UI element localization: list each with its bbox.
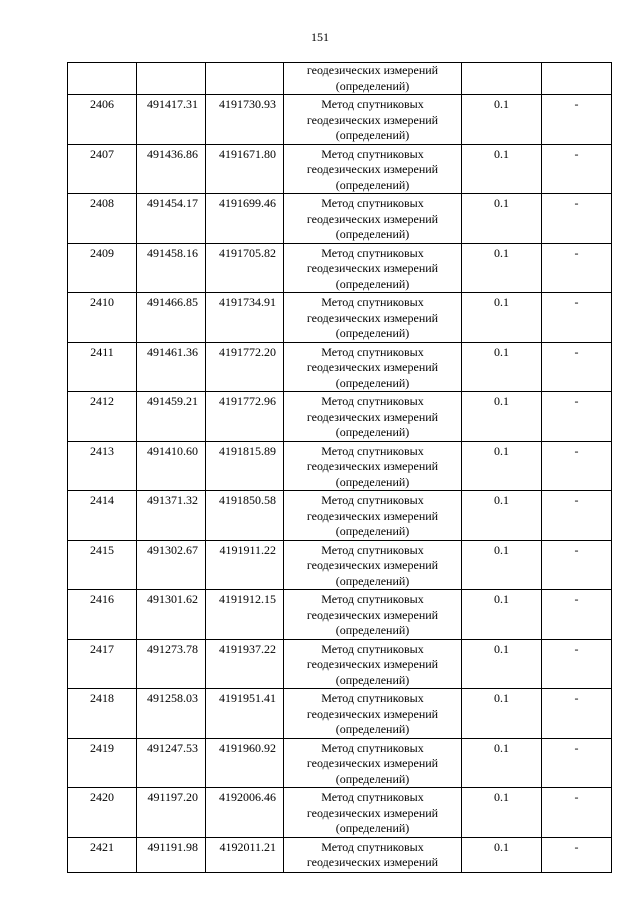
- cell-accuracy: 0.1: [462, 738, 542, 788]
- cell-point-id: 2407: [68, 144, 137, 194]
- table-row: [68, 95, 612, 145]
- cell-method: [284, 639, 462, 689]
- cell-accuracy: 0.1: [462, 540, 542, 590]
- method-line: Метод спутниковых: [321, 740, 424, 755]
- cell-method: [284, 738, 462, 788]
- cell-point-id: 2411: [68, 342, 137, 392]
- cell-note: -: [542, 639, 612, 689]
- cell-x: 491459.21: [137, 392, 206, 442]
- cell-method: [284, 491, 462, 541]
- method-line: Метод спутниковых: [321, 691, 424, 705]
- method-line: Метод спутниковых: [321, 245, 424, 260]
- cell-note: -: [542, 243, 612, 293]
- cell-x: 491466.85: [137, 293, 206, 343]
- cell-accuracy: 0.1: [462, 243, 542, 293]
- cell-y: 4191912.15: [206, 590, 284, 640]
- cell-y: 4191911.22: [206, 540, 284, 590]
- cell-y: 4191850.58: [206, 491, 284, 541]
- cell-y: 4191730.93: [206, 95, 284, 145]
- cell-note: -: [542, 738, 612, 788]
- method-line: Метод спутниковых: [321, 344, 424, 359]
- cell-note: -: [542, 540, 612, 590]
- cell-note: -: [542, 293, 612, 343]
- cell-x: 491273.78: [137, 639, 206, 689]
- cell-x: 491258.03: [137, 689, 206, 739]
- cell-note: -: [542, 837, 612, 872]
- table-row: [68, 738, 612, 788]
- table-row-continued: [68, 63, 612, 95]
- page-number: 151: [311, 30, 329, 44]
- cell-point-id: 2420: [68, 788, 137, 838]
- cell-method: [284, 63, 462, 95]
- cell-method: [284, 392, 462, 442]
- cell-x: 491247.53: [137, 738, 206, 788]
- cell-y: [206, 63, 284, 95]
- cell-y: 4191699.46: [206, 194, 284, 244]
- cell-y: 4192011.21: [206, 837, 284, 872]
- method-line: геодезических измерений: [306, 112, 439, 127]
- method-line: (определений): [335, 375, 410, 390]
- table-row: [68, 194, 612, 244]
- cell-method: [284, 293, 462, 343]
- cell-accuracy: 0.1: [462, 144, 542, 194]
- cell-note: -: [542, 194, 612, 244]
- cell-method: [284, 837, 462, 872]
- method-line: геодезических измерений: [306, 360, 439, 374]
- cell-point-id: 2406: [68, 95, 137, 145]
- method-line: геодезических измерений: [306, 310, 439, 325]
- method-line: геодезических измерений: [306, 607, 439, 622]
- cell-x: 491301.62: [137, 590, 206, 640]
- method-line: (определений): [335, 573, 410, 588]
- method-line: Метод спутниковых: [321, 295, 424, 309]
- cell-accuracy: 0.1: [462, 293, 542, 343]
- cell-x: 491436.86: [137, 144, 206, 194]
- method-line: Метод спутниковых: [321, 146, 424, 161]
- cell-accuracy: 0.1: [462, 95, 542, 145]
- method-line: Метод спутниковых: [321, 790, 424, 804]
- cell-point-id: 2419: [68, 738, 137, 788]
- cell-x: 491458.16: [137, 243, 206, 293]
- cell-accuracy: [462, 63, 542, 95]
- cell-y: 4191960.92: [206, 738, 284, 788]
- table-row: [68, 639, 612, 689]
- table-row: [68, 441, 612, 491]
- cell-y: 4191671.80: [206, 144, 284, 194]
- table-row: [68, 392, 612, 442]
- cell-point-id: 2408: [68, 194, 137, 244]
- cell-method: [284, 194, 462, 244]
- cell-note: -: [542, 95, 612, 145]
- cell-accuracy: 0.1: [462, 491, 542, 541]
- table-row: [68, 144, 612, 194]
- table-row: [68, 243, 612, 293]
- cell-x: 491197.20: [137, 788, 206, 838]
- cell-point-id: 2414: [68, 491, 137, 541]
- table-row: [68, 540, 612, 590]
- coordinates-table: [67, 62, 612, 873]
- method-line: геодезических измерений: [306, 261, 439, 275]
- cell-method: [284, 689, 462, 739]
- cell-note: -: [542, 590, 612, 640]
- cell-x: 491454.17: [137, 194, 206, 244]
- cell-note: -: [542, 788, 612, 838]
- cell-point-id: 2417: [68, 639, 137, 689]
- table-row: [68, 293, 612, 343]
- method-line: геодезических измерений: [306, 756, 439, 770]
- cell-accuracy: 0.1: [462, 788, 542, 838]
- cell-y: 4192006.46: [206, 788, 284, 838]
- cell-x: 491191.98: [137, 837, 206, 872]
- cell-point-id: 2421: [68, 837, 137, 872]
- cell-y: 4191815.89: [206, 441, 284, 491]
- method-line: (определений): [335, 722, 410, 736]
- table-row: [68, 491, 612, 541]
- cell-point-id: [68, 63, 137, 95]
- method-line: (определений): [335, 425, 410, 439]
- cell-accuracy: 0.1: [462, 639, 542, 689]
- method-line: Метод спутниковых: [321, 493, 424, 507]
- method-line: (определений): [335, 474, 410, 489]
- cell-x: 491410.60: [137, 441, 206, 491]
- cell-y: 4191705.82: [206, 243, 284, 293]
- cell-accuracy: 0.1: [462, 590, 542, 640]
- method-line: геодезических измерений: [306, 508, 439, 523]
- cell-note: -: [542, 144, 612, 194]
- cell-y: 4191734.91: [206, 293, 284, 343]
- method-line: геодезических измерений: [306, 657, 439, 671]
- cell-point-id: 2410: [68, 293, 137, 343]
- cell-y: 4191951.41: [206, 689, 284, 739]
- method-line: (определений): [335, 326, 410, 340]
- cell-y: 4191937.22: [206, 639, 284, 689]
- method-line: Метод спутниковых: [321, 592, 424, 606]
- table-row: [68, 342, 612, 392]
- table-row: [68, 788, 612, 838]
- cell-method: [284, 144, 462, 194]
- method-line: Метод спутниковых: [321, 394, 424, 408]
- table-row: [68, 689, 612, 739]
- cell-point-id: 2415: [68, 540, 137, 590]
- method-line: (определений): [335, 821, 410, 835]
- cell-method: [284, 243, 462, 293]
- cell-y: 4191772.20: [206, 342, 284, 392]
- method-line: (определений): [335, 771, 410, 786]
- cell-method: [284, 441, 462, 491]
- cell-x: [137, 63, 206, 95]
- cell-accuracy: 0.1: [462, 194, 542, 244]
- cell-point-id: 2413: [68, 441, 137, 491]
- table-body: [68, 63, 612, 873]
- cell-method: [284, 95, 462, 145]
- cell-point-id: 2416: [68, 590, 137, 640]
- cell-x: 491371.32: [137, 491, 206, 541]
- cell-method: [284, 342, 462, 392]
- cell-note: -: [542, 441, 612, 491]
- cell-accuracy: 0.1: [462, 837, 542, 872]
- method-line: геодезических измерений: [306, 855, 439, 869]
- method-line: геодезических измерений: [306, 558, 439, 572]
- table-row: [68, 590, 612, 640]
- method-line: (определений): [335, 672, 410, 687]
- method-line: (определений): [335, 128, 410, 142]
- cell-note: -: [542, 342, 612, 392]
- cell-note: -: [542, 689, 612, 739]
- cell-point-id: 2409: [68, 243, 137, 293]
- cell-x: 491302.67: [137, 540, 206, 590]
- method-line: (определений): [335, 524, 410, 538]
- cell-accuracy: 0.1: [462, 342, 542, 392]
- method-line: Метод спутниковых: [321, 641, 424, 656]
- cell-note: [542, 63, 612, 95]
- method-line: геодезических измерений: [306, 459, 439, 473]
- cell-accuracy: 0.1: [462, 392, 542, 442]
- method-line: (определений): [335, 227, 410, 241]
- method-line: геодезических измерений: [306, 63, 439, 77]
- method-line: Метод спутниковых: [321, 443, 424, 458]
- cell-y: 4191772.96: [206, 392, 284, 442]
- cell-note: -: [542, 491, 612, 541]
- method-line: геодезических измерений: [306, 162, 439, 176]
- method-line: Метод спутниковых: [321, 542, 424, 557]
- method-line: геодезических измерений: [306, 706, 439, 721]
- method-line: геодезических измерений: [306, 211, 439, 226]
- method-line: (определений): [335, 276, 410, 291]
- method-line: (определений): [335, 78, 410, 93]
- method-line: геодезических измерений: [306, 409, 439, 424]
- cell-note: -: [542, 392, 612, 442]
- table-row: [68, 837, 612, 872]
- cell-point-id: 2412: [68, 392, 137, 442]
- cell-accuracy: 0.1: [462, 689, 542, 739]
- cell-method: [284, 788, 462, 838]
- method-line: Метод спутниковых: [321, 196, 424, 210]
- cell-method: [284, 540, 462, 590]
- method-line: Метод спутниковых: [321, 97, 424, 111]
- cell-x: 491461.36: [137, 342, 206, 392]
- method-line: Метод спутниковых: [321, 839, 424, 854]
- cell-x: 491417.31: [137, 95, 206, 145]
- method-line: (определений): [335, 623, 410, 637]
- method-line: геодезических измерений: [306, 805, 439, 820]
- cell-accuracy: 0.1: [462, 441, 542, 491]
- cell-point-id: 2418: [68, 689, 137, 739]
- method-line: (определений): [335, 177, 410, 192]
- cell-method: [284, 590, 462, 640]
